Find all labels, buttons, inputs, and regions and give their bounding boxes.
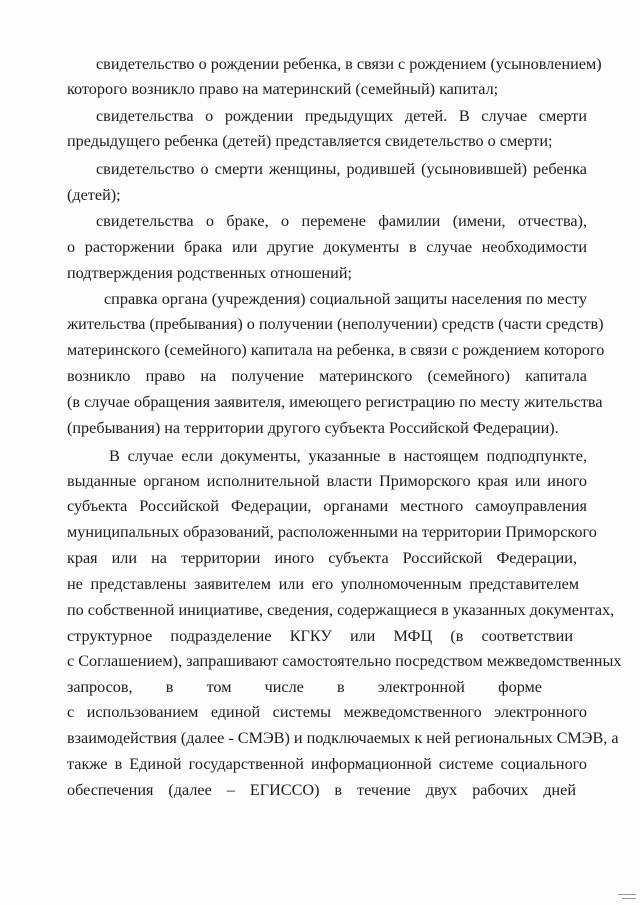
text-line: свидетельство о рождении ребенка, в связи с рождением (усыновлением): [96, 55, 602, 73]
text-line: материнского (семейного) капитала на ребенка, в связи с рождением которого: [67, 341, 605, 359]
text-line: В случае если документы, указанные в настоящем подподпункте,: [109, 447, 587, 465]
text-line: свидетельство о смерти женщины, родившей (усыновившей) ребенка: [96, 160, 587, 178]
text-line: справка органа (учреждения) социальной защиты населения по месту: [104, 290, 587, 308]
text-line: (в случае обращения заявителя, имеющего регистрацию по месту жительства: [67, 393, 603, 411]
scan-artifact: [622, 898, 636, 899]
text-line: структурное подразделение КГКУ или МФЦ (в соответствии: [67, 627, 573, 645]
text-line: не представлены заявителем или его уполномоченным представителем: [67, 575, 579, 593]
text-line: субъекта Российской Федерации, органами местного самоуправления: [67, 497, 587, 515]
text-line: также в Единой государственной информационной системе социального: [67, 755, 587, 773]
text-line: обеспечения (далее – ЕГИССО) в течение двух рабочих дней: [67, 781, 576, 799]
text-line: по собственной инициативе, сведения, содержащиеся в указанных документах,: [67, 601, 615, 619]
text-line: о расторжении брака или другие документы в случае необходимости: [67, 238, 587, 256]
text-line: свидетельства о браке, о перемене фамилии (имени, отчества),: [96, 212, 587, 230]
text-line: (детей);: [67, 186, 121, 204]
text-line: муниципальных образований, расположенными на территории Приморского: [67, 523, 597, 541]
text-line: запросов, в том числе в электронной форме: [67, 678, 542, 696]
text-line: взаимодействия (далее - СМЭВ) и подключаемых к ней региональных СМЭВ, а: [67, 729, 619, 747]
text-line: которого возникло право на материнский (семейный) капитал;: [67, 80, 499, 98]
text-line: свидетельства о рождении предыдущих детей. В случае смерти: [96, 107, 587, 125]
text-line: (пребывания) на территории другого субъекта Российской Федерации).: [67, 419, 559, 437]
text-line: подтверждения родственных отношений;: [67, 264, 352, 282]
text-line: жительства (пребывания) о получении (неполучении) средств (части средств): [67, 315, 604, 333]
text-line: с использованием единой системы межведомственного электронного: [67, 703, 587, 721]
scan-artifact: [618, 894, 636, 895]
text-line: предыдущего ребенка (детей) представляется свидетельство о смерти;: [67, 132, 553, 150]
text-line: выданные органом исполнительной власти Приморского края или иного: [67, 472, 587, 490]
text-line: с Соглашением), запрашивают самостоятельно посредством межведомственных: [67, 652, 622, 670]
text-line: возникло право на получение материнского (семейного) капитала: [67, 367, 587, 385]
text-line: края или на территории иного субъекта Российской Федерации,: [67, 549, 577, 567]
